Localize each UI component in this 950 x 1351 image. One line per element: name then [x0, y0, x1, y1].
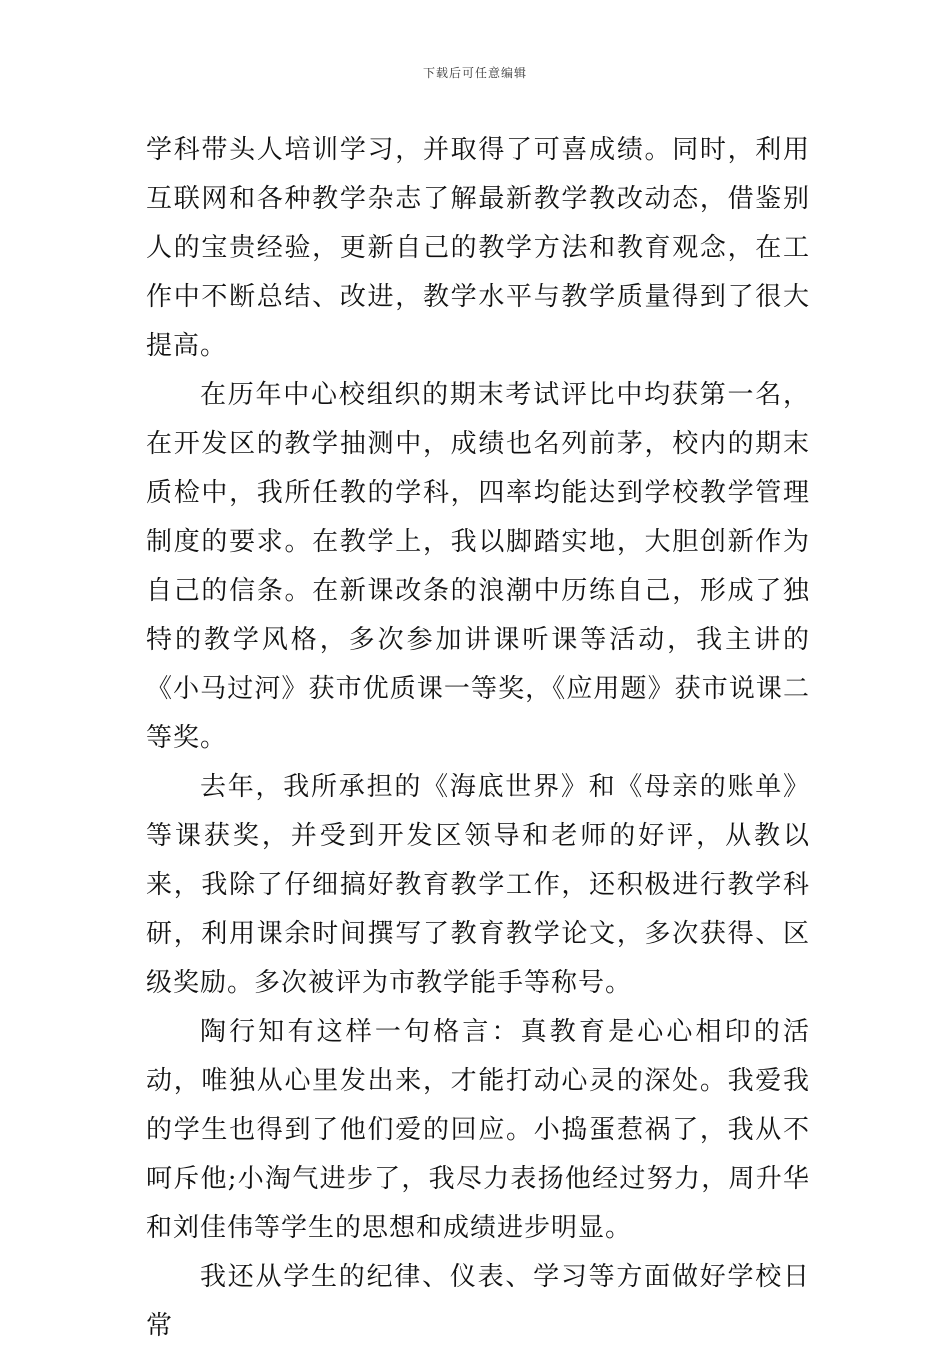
paragraph-5: 我还从学生的纪律、仪表、学习等方面做好学校日常: [146, 1262, 810, 1341]
paragraph-1: 学科带头人培训学习，并取得了可喜成绩。同时，利用互联网和各种教学杂志了解最新教学教改动态，借鉴别人的宝贵经验，更新自己的教学方法和教育观念，在工作中不断总结、改进，教学水平与教学质量得到了很大提高。: [146, 135, 810, 361]
paragraph-2: 在历年中心校组织的期末考试评比中均获第一名，在开发区的教学抽测中，成绩也名列前茅，校内的期末质检中，我所任教的学科，四率均能达到学校教学管理制度的要求。在教学上，我以脚踏实地，大胆创新作为自己的信条。在新课改条的浪潮中历练自己，形成了独特的教学风格，多次参加讲课听课等活动，我主讲的《小马过河》获市优质课一等奖，《应用题》获市说课二等奖。: [146, 380, 810, 753]
page-header: 下载后可任意编辑: [422, 66, 527, 80]
document-body: [146, 126, 810, 1351]
paragraph-4: 陶行知有这样一句格言：真教育是心心相印的活动，唯独从心里发出来，才能打动心灵的深处。我爱我的学生也得到了他们爱的回应。小捣蛋惹祸了，我从不呵斥他;小淘气进步了，我尽力表扬他经过努力，周升华和刘佳伟等学生的思想和成绩进步明显。: [146, 1017, 810, 1243]
paragraph-3: 去年，我所承担的《海底世界》和《母亲的账单》等课获奖，并受到开发区领导和老师的好评，从教以来，我除了仔细搞好教育教学工作，还积极进行教学科研，利用课余时间撰写了教育教学论文，多次获得、区级奖励。多次被评为市教学能手等称号。: [146, 772, 810, 998]
